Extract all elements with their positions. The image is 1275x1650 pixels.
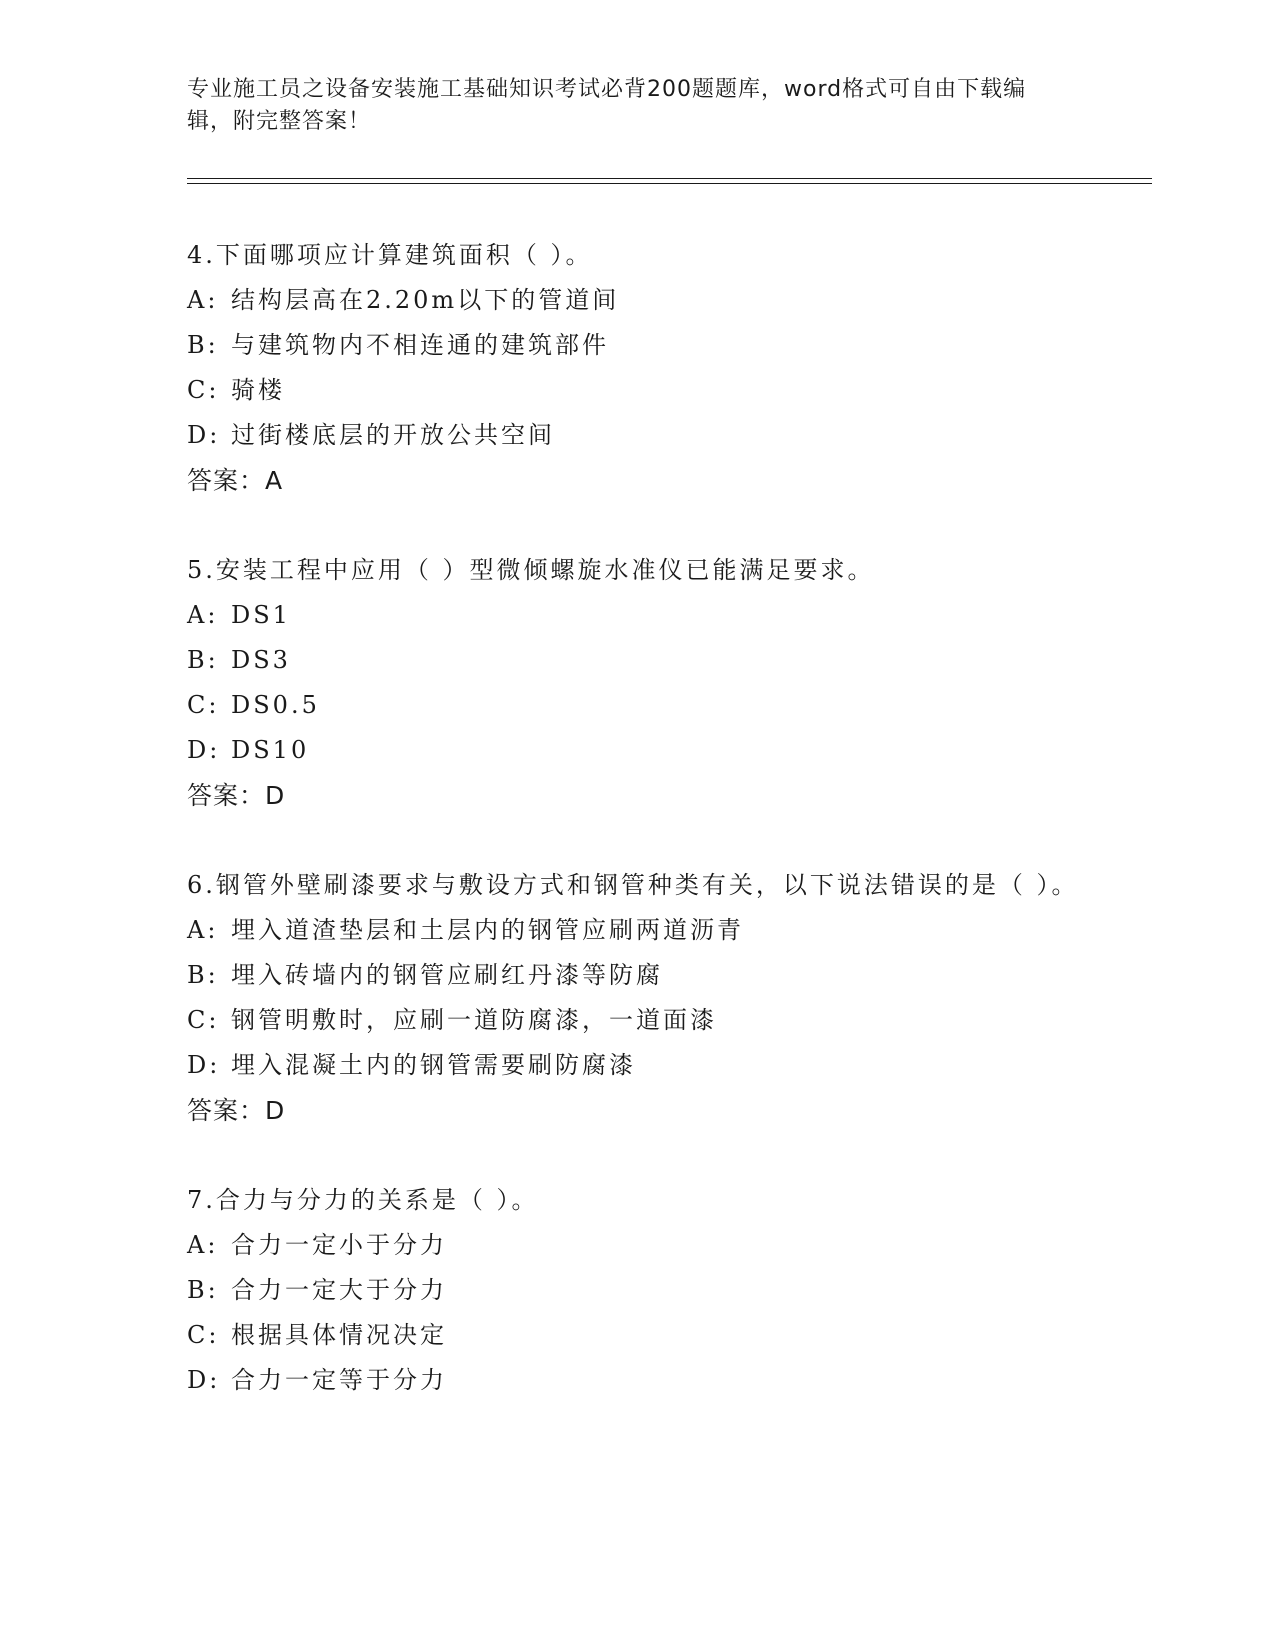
header-rule-bottom xyxy=(187,183,1152,184)
option-text: 过街楼底层的开放公共空间 xyxy=(231,421,555,449)
option-c xyxy=(187,683,1087,728)
option-text: 埋入道渣垫层和土层内的钢管应刷两道沥青 xyxy=(231,916,744,944)
option-letter: B: xyxy=(187,646,219,674)
option-d xyxy=(187,728,1087,773)
option-text: 与建筑物内不相连通的建筑部件 xyxy=(231,331,609,359)
option-letter: B: xyxy=(187,331,219,359)
option-letter: A: xyxy=(187,601,219,629)
option-letter: A: xyxy=(187,916,219,944)
option-letter: D: xyxy=(187,421,221,449)
question-4 xyxy=(187,233,1087,503)
question-text: 4.下面哪项应计算建筑面积（ ）。 xyxy=(187,241,593,269)
option-a xyxy=(187,1223,1087,1268)
option-text: 埋入混凝土内的钢管需要刷防腐漆 xyxy=(231,1051,636,1079)
option-letter: D: xyxy=(187,1051,221,1079)
question-text: 7.合力与分力的关系是（ ）。 xyxy=(187,1186,539,1214)
option-d xyxy=(187,1358,1087,1403)
option-text: 合力一定大于分力 xyxy=(231,1276,447,1304)
option-text: DS1 xyxy=(231,601,291,629)
option-c xyxy=(187,368,1087,413)
option-letter: C: xyxy=(187,691,220,719)
option-letter: B: xyxy=(187,1276,219,1304)
option-letter: B: xyxy=(187,961,219,989)
option-text: DS10 xyxy=(231,736,310,764)
option-text: 骑楼 xyxy=(231,376,285,404)
option-text: 埋入砖墙内的钢管应刷红丹漆等防腐 xyxy=(231,961,663,989)
option-text: 结构层高在2.20m以下的管道间 xyxy=(231,286,620,314)
question-list xyxy=(187,233,1087,1448)
option-text: 合力一定小于分力 xyxy=(231,1231,447,1259)
question-text: 6.钢管外壁刷漆要求与敷设方式和钢管种类有关，以下说法错误的是（ ）。 xyxy=(187,871,1079,899)
option-c xyxy=(187,1313,1087,1358)
option-text: DS0.5 xyxy=(231,691,320,719)
option-a xyxy=(187,593,1087,638)
header-rule-top xyxy=(187,178,1152,179)
answer-line: 答案：A xyxy=(187,466,284,495)
option-text: 根据具体情况决定 xyxy=(231,1321,447,1349)
answer-line: 答案：D xyxy=(187,1096,286,1125)
option-b xyxy=(187,323,1087,368)
option-b xyxy=(187,953,1087,998)
option-letter: A: xyxy=(187,286,219,314)
option-c xyxy=(187,998,1087,1043)
option-letter: D: xyxy=(187,1366,221,1394)
option-d xyxy=(187,413,1087,458)
option-b xyxy=(187,1268,1087,1313)
option-a xyxy=(187,278,1087,323)
document-header: 专业施工员之设备安装施工基础知识考试必背200题题库，word格式可自由下载编辑，附完整答案！ xyxy=(187,77,1027,134)
answer-line: 答案：D xyxy=(187,781,286,810)
option-letter: C: xyxy=(187,376,220,404)
option-letter: C: xyxy=(187,1006,220,1034)
option-letter: A: xyxy=(187,1231,219,1259)
option-d xyxy=(187,1043,1087,1088)
question-7 xyxy=(187,1178,1087,1403)
option-text: 合力一定等于分力 xyxy=(231,1366,447,1394)
option-letter: C: xyxy=(187,1321,220,1349)
question-text: 5.安装工程中应用（ ）型微倾螺旋水准仪已能满足要求。 xyxy=(187,556,875,584)
question-6 xyxy=(187,863,1087,1133)
option-text: 钢管明敷时，应刷一道防腐漆，一道面漆 xyxy=(231,1006,717,1034)
question-5 xyxy=(187,548,1087,818)
option-b xyxy=(187,638,1087,683)
option-letter: D: xyxy=(187,736,221,764)
option-text: DS3 xyxy=(231,646,291,674)
option-a xyxy=(187,908,1087,953)
